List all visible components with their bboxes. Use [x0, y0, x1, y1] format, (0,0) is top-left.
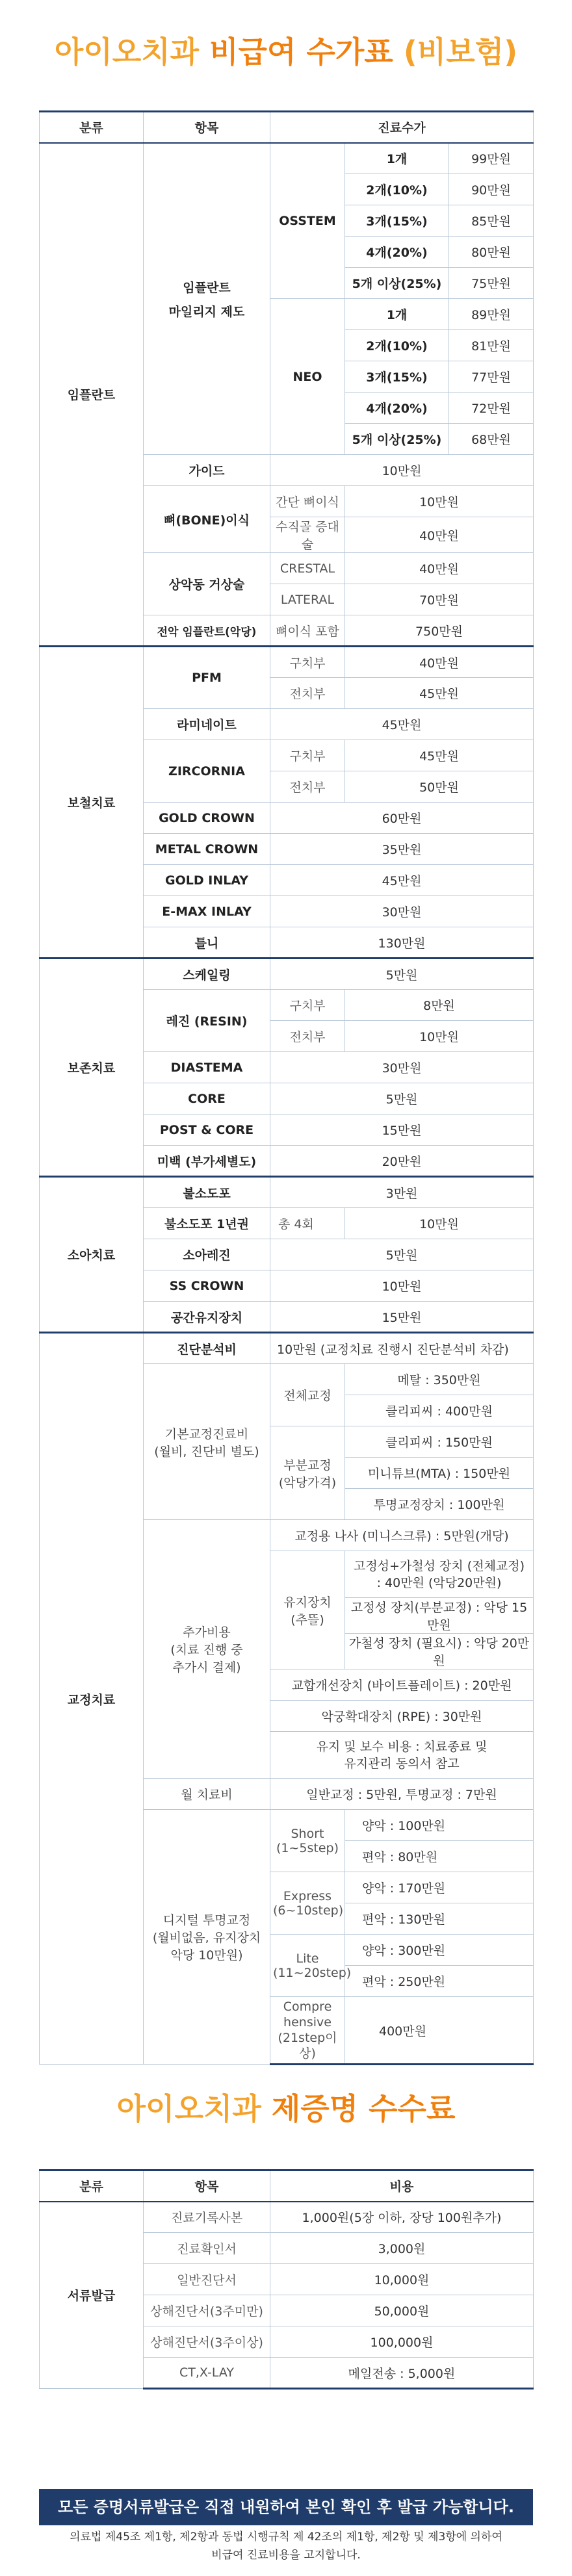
qty-label: 3개(15%) — [345, 361, 449, 393]
price-value: 20만원 — [270, 1146, 534, 1177]
header-category: 분류 — [40, 112, 144, 143]
item-laminate: 라미네이트 — [144, 709, 270, 740]
sub-label: 뼈이식 포함 — [270, 615, 345, 647]
item-monthly-fee: 월 치료비 — [144, 1779, 270, 1810]
anchor-screw-value: 교정용 나사 (미니스크류) : 5만원(개당) — [270, 1520, 534, 1551]
item-emax-inlay: E-MAX INLAY — [144, 896, 270, 927]
price-value: 10만원 — [270, 1270, 534, 1302]
price-value: 양악 : 300만원 — [345, 1935, 534, 1966]
header-fee: 진료수가 — [270, 112, 534, 143]
bite-plate-value: 교합개선장치 (바이트플레이트) : 20만원 — [270, 1669, 534, 1701]
notice-banner: 모든 증명서류발급은 직접 내원하여 본인 확인 후 발급 가능합니다. — [39, 2489, 533, 2525]
sub-short: Short (1~5step) — [270, 1810, 345, 1872]
item-whitening: 미백 (부가세별도) — [144, 1146, 270, 1177]
price-table — [39, 110, 534, 2065]
item-fluoride: 불소도포 — [144, 1177, 270, 1208]
price-value: 45만원 — [345, 678, 534, 709]
price-value: 15만원 — [270, 1114, 534, 1146]
price-value: 30만원 — [270, 896, 534, 927]
price-value: 80만원 — [449, 237, 534, 268]
qty-label: 5개 이상(25%) — [345, 424, 449, 455]
brand-neo: NEO — [270, 299, 345, 455]
qty-label: 1개 — [345, 143, 449, 174]
item-core: CORE — [144, 1083, 270, 1114]
doc-item: CT,X-LAY — [144, 2358, 270, 2389]
qty-label: 3개(15%) — [345, 205, 449, 237]
retainer-fixed-value: 고정성 장치(부분교정) : 악당 15만원 — [345, 1598, 534, 1634]
price-value: 편악 : 80만원 — [345, 1841, 534, 1872]
item-kids-resin: 소아레진 — [144, 1239, 270, 1270]
fee-title: 아이오치과 제증명 수수료 — [116, 2091, 456, 2126]
sub-label: 수직골 증대술 — [270, 517, 345, 553]
category-orthodontic: 교정치료 — [40, 1333, 144, 2065]
header-item: 항목 — [144, 112, 270, 143]
qty-label: 4개(20%) — [345, 237, 449, 268]
qty-label: 2개(10%) — [345, 174, 449, 205]
doc-cost: 50,000원 — [270, 2295, 534, 2326]
qty-label: 1개 — [345, 299, 449, 330]
brand-osstem: OSSTEM — [270, 143, 345, 299]
price-value: 40만원 — [345, 553, 534, 584]
price-value: 750만원 — [345, 615, 534, 647]
table-row — [40, 2202, 534, 2233]
price-value: 77만원 — [449, 361, 534, 393]
item-gold-crown: GOLD CROWN — [144, 803, 270, 834]
price-value: 35만원 — [270, 834, 534, 865]
price-value: 85만원 — [449, 205, 534, 237]
sub-comprehensive: Compre hensive (21step이상) — [270, 1997, 345, 2065]
price-value: 81만원 — [449, 330, 534, 361]
price-value: 클리피씨 : 150만원 — [345, 1426, 534, 1458]
price-value: 130만원 — [270, 927, 534, 959]
price-value: 45만원 — [345, 740, 534, 771]
price-value: 70만원 — [345, 584, 534, 615]
sub-label: 구치부 — [270, 740, 345, 771]
price-value: 투명교정장치 : 100만원 — [345, 1489, 534, 1520]
price-value: 3만원 — [270, 1177, 534, 1208]
price-value: 8만원 — [345, 990, 534, 1021]
header-item: 항목 — [144, 2170, 270, 2202]
price-value: 89만원 — [449, 299, 534, 330]
diagnosis-value: 10만원 (교정치료 진행시 진단분석비 차감) — [270, 1333, 534, 1364]
price-value: 15만원 — [270, 1302, 534, 1333]
item-gold-inlay: GOLD INLAY — [144, 865, 270, 896]
price-value: 편악 : 130만원 — [345, 1903, 534, 1935]
item-guide: 가이드 — [144, 455, 270, 486]
sub-label: 전치부 — [270, 1021, 345, 1052]
price-value: 양악 : 170만원 — [345, 1872, 534, 1903]
table-row — [40, 1177, 534, 1208]
item-resin: 레진 (RESIN) — [144, 990, 270, 1052]
item-extra-cost: 추가비용 (치료 진행 중 추가시 결제) — [144, 1520, 270, 1779]
doc-item: 상해진단서(3주이상) — [144, 2326, 270, 2358]
price-value: 68만원 — [449, 424, 534, 455]
sub-label: 간단 뼈이식 — [270, 486, 345, 517]
monthly-fee-value: 일반교정 : 5만원, 투명교정 : 7만원 — [270, 1779, 534, 1810]
item-space-maintainer: 공간유지장치 — [144, 1302, 270, 1333]
header-category: 분류 — [40, 2170, 144, 2202]
item-basic-ortho: 기본교정진료비 (월비, 진단비 별도) — [144, 1364, 270, 1520]
price-value: 메탈 : 350만원 — [345, 1364, 534, 1395]
retainer-removable-value: 가철성 장치 (필요시) : 악당 20만원 — [345, 1634, 534, 1669]
sub-lite: Lite (11~20step) — [270, 1935, 345, 1997]
sub-label: 총 4회 — [270, 1208, 345, 1239]
sub-express: Express (6~10step) — [270, 1872, 345, 1935]
sub-full-ortho: 전체교정 — [270, 1364, 345, 1426]
item-zirconia: ZIRCORNIA — [144, 740, 270, 803]
sub-label: CRESTAL — [270, 553, 345, 584]
item-full-arch: 전악 임플란트(악당) — [144, 615, 270, 647]
item-bone-graft: 뼈(BONE)이식 — [144, 486, 270, 553]
price-value: 10만원 — [270, 455, 534, 486]
sub-label: LATERAL — [270, 584, 345, 615]
price-value: 미니튜브(MTA) : 150만원 — [345, 1458, 534, 1489]
table-row — [40, 647, 534, 678]
legal-notice: 의료법 제45조 제1항, 제2항과 동법 시행규칙 제 42조의 제1항, 제2항 및 제3항에 의하여 비급여 진료비용을 고지합니다. — [70, 2531, 502, 2562]
qty-label: 2개(10%) — [345, 330, 449, 361]
item-implant-mileage: 임플란트 마일리지 제도 — [144, 143, 270, 455]
doc-item: 진료확인서 — [144, 2233, 270, 2264]
doc-item: 상해진단서(3주미만) — [144, 2295, 270, 2326]
price-value: 99만원 — [449, 143, 534, 174]
item-post-core: POST & CORE — [144, 1114, 270, 1146]
sub-label: 전치부 — [270, 678, 345, 709]
price-value: 10만원 — [345, 486, 534, 517]
price-value: 10만원 — [345, 1208, 534, 1239]
price-value: 50만원 — [345, 771, 534, 803]
item-diastema: DIASTEMA — [144, 1052, 270, 1083]
price-table-wrap — [39, 110, 533, 2065]
price-value: 72만원 — [449, 393, 534, 424]
price-value: 5만원 — [270, 1239, 534, 1270]
item-digital-aligner: 디지털 투명교정 (월비없음, 유지장치 악당 10만원) — [144, 1810, 270, 2065]
price-value: 60만원 — [270, 803, 534, 834]
sub-partial-ortho: 부분교정 (악당가격) — [270, 1426, 345, 1520]
price-value: 30만원 — [270, 1052, 534, 1083]
doc-cost: 메일전송 : 5,000원 — [270, 2358, 534, 2389]
table-header — [40, 112, 534, 143]
category-conservative: 보존치료 — [40, 959, 144, 1177]
category-documents: 서류발급 — [40, 2202, 144, 2389]
price-value: 양악 : 100만원 — [345, 1810, 534, 1841]
qty-label: 5개 이상(25%) — [345, 268, 449, 299]
item-metal-crown: METAL CROWN — [144, 834, 270, 865]
price-value: 40만원 — [345, 647, 534, 678]
price-value: 45만원 — [270, 865, 534, 896]
table-row — [40, 959, 534, 990]
rpe-value: 악궁확대장치 (RPE) : 30만원 — [270, 1701, 534, 1732]
item-scaling: 스케일링 — [144, 959, 270, 990]
qty-label: 4개(20%) — [345, 393, 449, 424]
fee-table-wrap — [39, 2169, 533, 2389]
price-value: 45만원 — [270, 709, 534, 740]
table-row — [40, 143, 534, 174]
table-row — [40, 1333, 534, 1364]
item-pfm: PFM — [144, 647, 270, 709]
doc-cost: 3,000원 — [270, 2233, 534, 2264]
price-title: 아이오치과 비급여 수가표 (비보험) — [54, 34, 518, 70]
item-sinus-lift: 상악동 거상술 — [144, 553, 270, 615]
price-value: 75만원 — [449, 268, 534, 299]
price-value: 클리피씨 : 400만원 — [345, 1395, 534, 1426]
doc-item: 일반진단서 — [144, 2264, 270, 2295]
category-implant: 임플란트 — [40, 143, 144, 647]
price-value: 400만원 — [345, 1997, 534, 2065]
sub-label: 구치부 — [270, 647, 345, 678]
doc-cost: 1,000원(5장 이하, 장당 100원추가) — [270, 2202, 534, 2233]
price-title-wrap — [0, 32, 572, 71]
price-value: 10만원 — [345, 1021, 534, 1052]
doc-item: 진료기록사본 — [144, 2202, 270, 2233]
maintenance-value: 유지 및 보수 비용 : 치료종료 및 유지관리 동의서 참고 — [270, 1732, 534, 1779]
fee-title-wrap — [0, 2089, 572, 2128]
item-denture: 틀니 — [144, 927, 270, 959]
price-value: 5만원 — [270, 1083, 534, 1114]
category-pediatric: 소아치료 — [40, 1177, 144, 1333]
price-value: 90만원 — [449, 174, 534, 205]
price-value: 5만원 — [270, 959, 534, 990]
doc-cost: 100,000원 — [270, 2326, 534, 2358]
sub-label: 구치부 — [270, 990, 345, 1021]
item-fluoride-year: 불소도포 1년권 — [144, 1208, 270, 1239]
header-cost: 비용 — [270, 2170, 534, 2202]
doc-cost: 10,000원 — [270, 2264, 534, 2295]
item-diagnosis: 진단분석비 — [144, 1333, 270, 1364]
retainer-full-value: 고정성+가철성 장치 (전체교정) : 40만원 (악당20만원) — [345, 1551, 534, 1598]
item-ss-crown: SS CROWN — [144, 1270, 270, 1302]
price-value: 40만원 — [345, 517, 534, 553]
sub-label: 전치부 — [270, 771, 345, 803]
sub-retainer: 유지장치 (추뜰) — [270, 1551, 345, 1669]
table-header — [40, 2170, 534, 2202]
category-prosthetic: 보철치료 — [40, 647, 144, 959]
fee-table — [39, 2169, 534, 2389]
price-value: 편악 : 250만원 — [345, 1966, 534, 1997]
